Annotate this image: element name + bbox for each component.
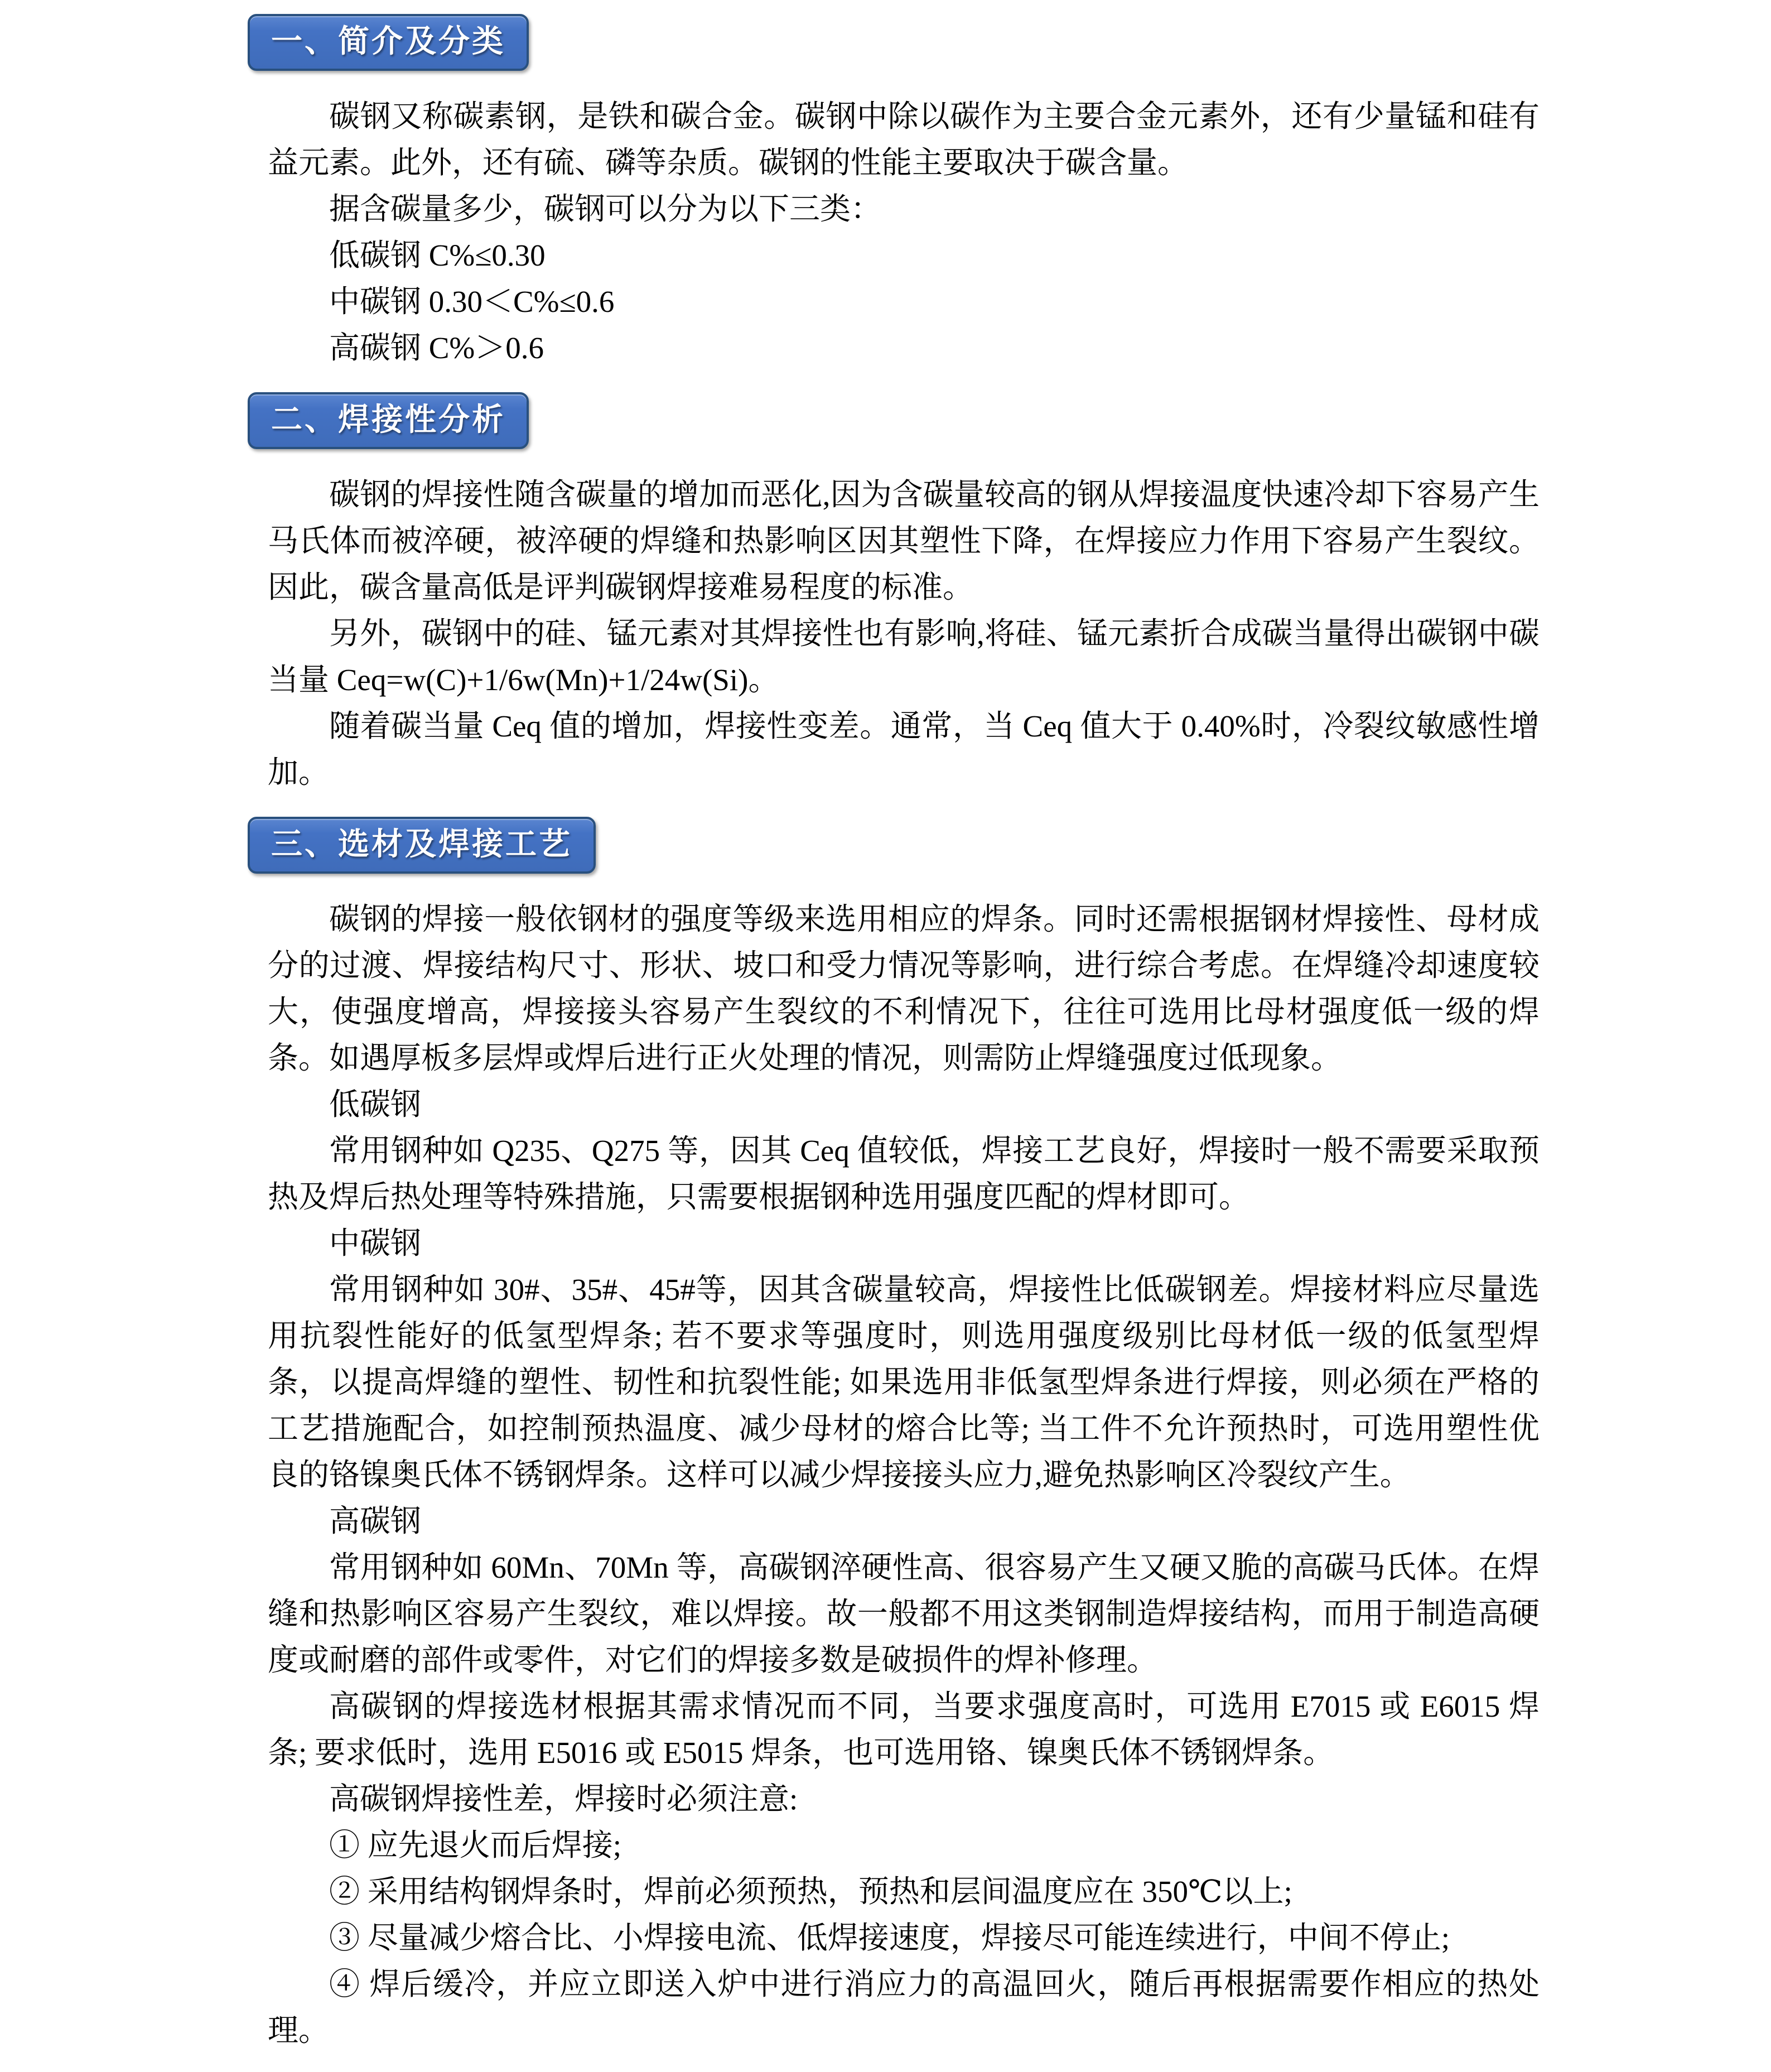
paragraph: 常用钢种如 30#、35#、45#等，因其含碳量较高，焊接性比低碳钢差。焊接材料应尽量选用抗裂性能好的低氢型焊条; 若不要求等强度时，则选用强度级别比母材低一级的低氢型焊条，以提高焊缝的塑性、韧性和抗裂性能; 如果选用非低氢型焊条进行焊接，则必须在严格的工艺措施配合，如控制预热温度、减少母材的熔合比等; 当工件不允许预热时，可选用塑性优良的铬镍奥氏体不锈钢焊条。这样可以减少焊接接头应力,避免热影响区冷裂纹产生。 (268, 1273, 1540, 1492)
classification-line: 低碳钢 C%≤0.30 (329, 238, 546, 272)
paragraph: 随着碳当量 Ceq 值的增加，焊接性变差。通常，当 Ceq 值大于 0.40%时，冷裂纹敏感性增加。 (268, 709, 1540, 789)
subheading-line: 高碳钢 (329, 1504, 422, 1538)
subheading-line: 中碳钢 (329, 1226, 422, 1260)
subheading-line: 低碳钢 (329, 1087, 422, 1121)
numbered-note: ③ 尽量减少熔合比、小焊接电流、低焊接速度，焊接尽可能连续进行，中间不停止; (329, 1921, 1450, 1955)
paragraph: 高碳钢焊接性差，焊接时必须注意: (329, 1782, 798, 1816)
paragraph: 常用钢种如 Q235、Q275 等，因其 Ceq 值较低，焊接工艺良好，焊接时一般不需要采取预热及焊后热处理等特殊措施，只需要根据钢种选用强度匹配的焊材即可。 (268, 1134, 1540, 1214)
numbered-note: ④ 焊后缓冷，并应立即送入炉中进行消应力的高温回火，随后再根据需要作相应的热处理。 (268, 1967, 1540, 2047)
paragraph: 常用钢种如 60Mn、70Mn 等，高碳钢淬硬性高、很容易产生又硬又脆的高碳马氏体。在焊缝和热影响区容易产生裂纹，难以焊接。故一般都不用这类钢制造焊接结构，而用于制造高硬度或耐磨的部件或零件，对它们的焊接多数是破损件的焊补修理。 (268, 1550, 1540, 1677)
paragraph: 碳钢又称碳素钢，是铁和碳合金。碳钢中除以碳作为主要合金元素外，还有少量锰和硅有益元素。此外，还有硫、磷等杂质。碳钢的性能主要取决于碳含量。 (268, 99, 1540, 180)
section-heading-badge: 一、简介及分类 (248, 14, 529, 71)
paragraph: 另外，碳钢中的硅、锰元素对其焊接性也有影响,将硅、锰元素折合成碳当量得出碳钢中碳当量 Ceq=w(C)+1/6w(Mn)+1/24w(Si)。 (268, 616, 1540, 697)
section-body (268, 471, 1540, 796)
classification-line: 高碳钢 C%＞0.6 (329, 331, 544, 365)
section-heading-badge: 二、焊接性分析 (248, 392, 529, 449)
section-heading-badge: 三、选材及焊接工艺 (248, 817, 596, 874)
paragraph: 据含碳量多少，碳钢可以分为以下三类： (329, 192, 882, 226)
section-body (268, 93, 1540, 371)
paragraph: 碳钢的焊接性随含碳量的增加而恶化,因为含碳量较高的钢从焊接温度快速冷却下容易产生马氏体而被淬硬，被淬硬的焊缝和热影响区因其塑性下降，在焊接应力作用下容易产生裂纹。因此，碳含量高低是评判碳钢焊接难易程度的标准。 (268, 478, 1540, 604)
numbered-note: ① 应先退火而后焊接; (329, 1828, 622, 1862)
section-material-selection (268, 817, 1540, 2054)
numbered-note: ② 采用结构钢焊条时，焊前必须预热，预热和层间温度应在 350℃以上; (329, 1875, 1292, 1909)
paragraph: 碳钢的焊接一般依钢材的强度等级来选用相应的焊条。同时还需根据钢材焊接性、母材成分的过渡、焊接结构尺寸、形状、坡口和受力情况等影响，进行综合考虑。在焊缝冷却速度较大，使强度增高，焊接接头容易产生裂纹的不利情况下，往往可选用比母材强度低一级的焊条。如遇厚板多层焊或焊后进行正火处理的情况，则需防止焊缝强度过低现象。 (268, 902, 1540, 1075)
section-intro (268, 14, 1540, 371)
section-weldability (268, 392, 1540, 796)
paragraph: 高碳钢的焊接选材根据其需求情况而不同，当要求强度高时，可选用 E7015 或 E6015 焊条; 要求低时，选用 E5016 或 E5015 焊条，也可选用铬、镍奥氏体不锈钢焊条。 (268, 1689, 1540, 1770)
classification-line: 中碳钢 0.30＜C%≤0.6 (329, 285, 615, 319)
section-body (268, 896, 1540, 2054)
